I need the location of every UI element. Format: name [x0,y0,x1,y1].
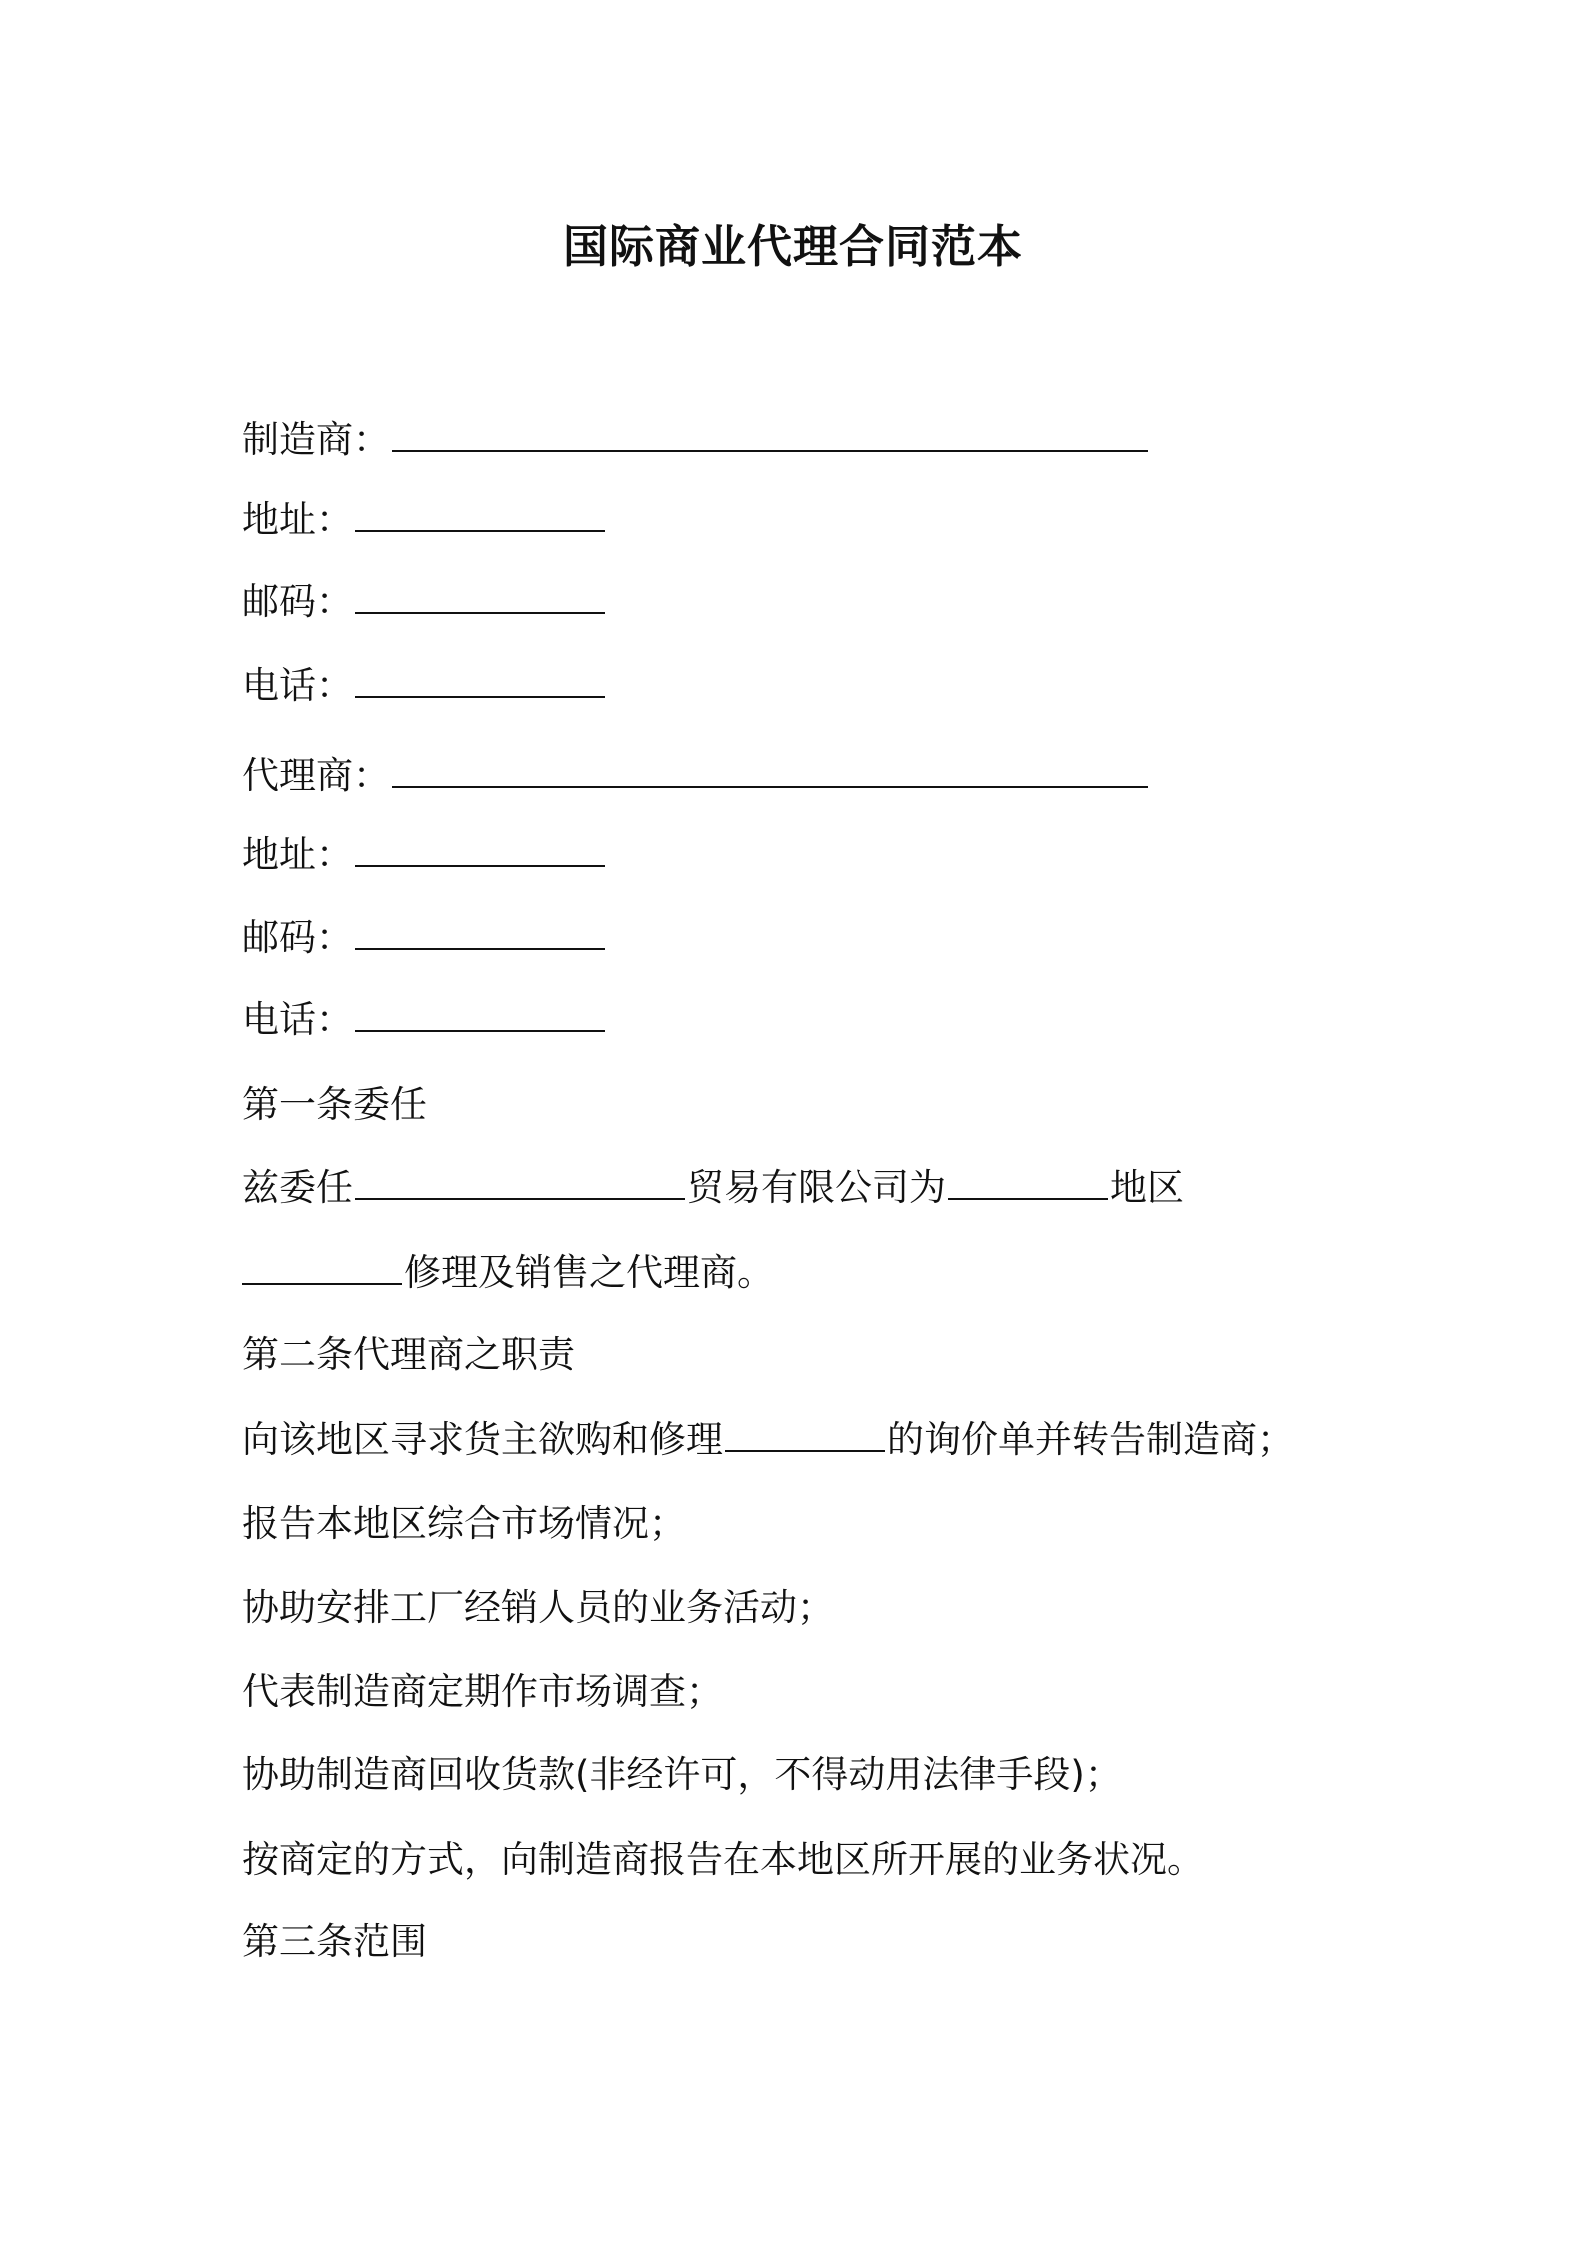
region-blank[interactable] [948,1160,1108,1200]
manufacturer-address-blank[interactable] [355,492,605,532]
manufacturer-postcode-line [242,572,607,632]
article2-item1 [242,1410,1294,1470]
article1-text-a: 兹委任 [242,1166,353,1209]
manufacturer-phone-line [242,656,607,716]
manufacturer-postcode-label: 邮码： [242,580,353,623]
manufacturer-address-label: 地址： [242,498,353,541]
article2-item1-text-a: 向该地区寻求货主欲购和修理 [242,1418,723,1461]
agent-line [242,746,1150,806]
agent-phone-line [242,990,607,1050]
agent-label: 代理商： [242,754,390,797]
agent-postcode-label: 邮码： [242,916,353,959]
company-name-blank[interactable] [355,1160,685,1200]
manufacturer-label: 制造商： [242,418,390,461]
agent-address-line [242,825,607,885]
manufacturer-address-line [242,490,607,550]
article2-item2: 报告本地区综合市场情况； [242,1502,686,1545]
article1-text-d: 修理及销售之代理商。 [404,1251,774,1294]
agent-blank[interactable] [392,748,1148,788]
manufacturer-phone-blank[interactable] [355,658,605,698]
manufacturer-phone-label: 电话： [242,664,353,707]
article2-item1-text-b: 的询价单并转告制造商； [887,1418,1294,1461]
article1-text-b: 贸易有限公司为 [687,1166,946,1209]
manufacturer-blank[interactable] [392,412,1148,452]
article2-item5: 协助制造商回收货款(非经许可，不得动用法律手段)； [242,1753,1122,1796]
item1-blank[interactable] [725,1412,885,1452]
agent-postcode-blank[interactable] [355,910,605,950]
agent-phone-blank[interactable] [355,992,605,1032]
article2-item3: 协助安排工厂经销人员的业务活动； [242,1586,834,1629]
article3-heading: 第三条范围 [242,1920,427,1963]
article1-line2 [242,1243,774,1303]
article2-item6: 按商定的方式，向制造商报告在本地区所开展的业务状况。 [242,1838,1204,1881]
article2-item4: 代表制造商定期作市场调查； [242,1670,723,1713]
article1-text-c: 地区 [1110,1166,1184,1209]
article2-heading: 第二条代理商之职责 [242,1333,575,1376]
manufacturer-line [242,410,1150,470]
article1-heading: 第一条委任 [242,1083,427,1126]
product-blank[interactable] [242,1245,402,1285]
agent-postcode-line [242,908,607,968]
manufacturer-postcode-blank[interactable] [355,574,605,614]
agent-phone-label: 电话： [242,998,353,1041]
agent-address-label: 地址： [242,833,353,876]
document-title: 国际商业代理合同范本 [562,220,1023,273]
article1-line1 [242,1158,1184,1218]
agent-address-blank[interactable] [355,827,605,867]
